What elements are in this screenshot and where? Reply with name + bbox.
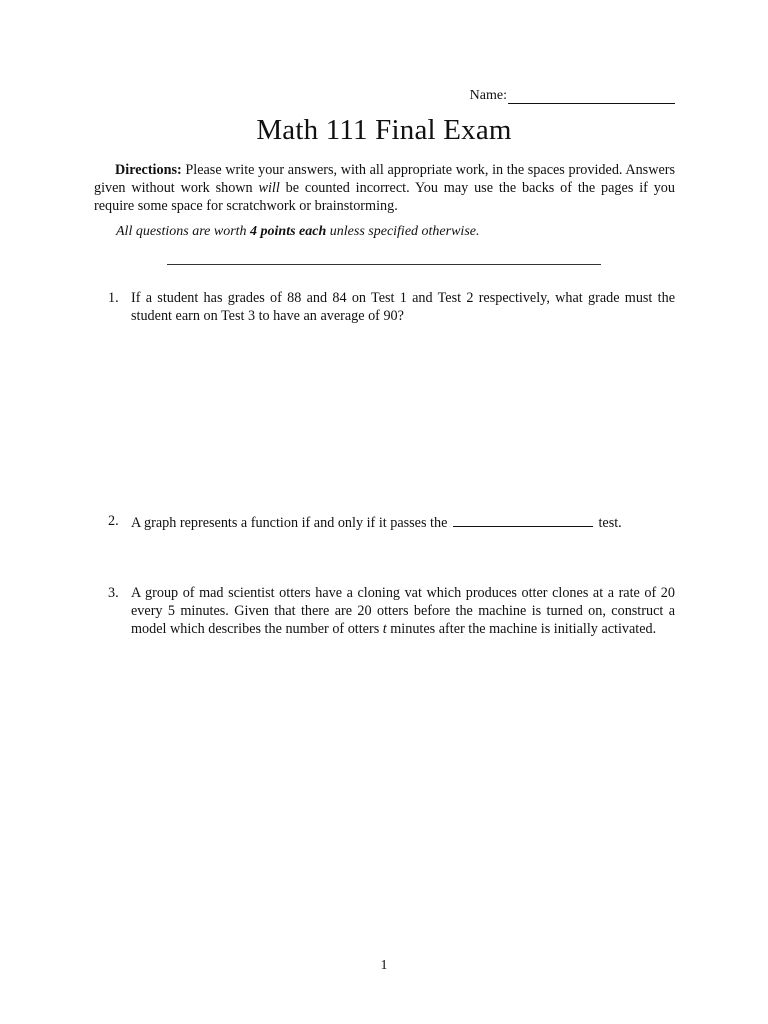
directions-text-1: Please write your answers, with all appropriate work, in the spaces provided. Answers given without work shown [94,162,675,196]
variable-t: t [382,620,387,637]
page-number: 1 [380,958,388,973]
question-text-after: test. [594,515,622,531]
directions-text-2: be counted incorrect. You may use the backs of the pages if you require some space for scratchwork or brainstorming. [94,179,675,214]
points-note-suffix: unless specified otherwise. [326,224,480,239]
points-note-prefix: All questions are worth [116,224,251,239]
directions-paragraph [94,162,675,215]
question-text-after: minutes after the machine is initially activated. [386,620,657,637]
question-text-before: A group of mad scientist otters have a cloning vat which produces otter clones at a rate of 20 every 5 minutes. Given that there are 20 otters before the machine is turned on, construct a model which describes the number of otters [131,585,675,637]
page-title: Math 111 Final Exam [256,114,512,146]
section-divider [167,264,601,265]
name-field [470,88,675,104]
name-label: Name: [469,88,507,103]
question-text-before: A graph represents a function if and only if it passes the [131,515,451,531]
question-text [131,513,675,533]
name-blank-line [508,88,675,104]
question-3 [108,585,675,638]
question-number: 2. [108,513,119,529]
points-note-bold: 4 points each [250,224,327,239]
question-number: 1. [108,290,119,306]
question-1 [108,290,675,326]
answer-blank [453,513,593,527]
directions-label: Directions: [115,162,182,178]
question-text: If a student has grades of 88 and 84 on Test 1 and Test 2 respectively, what grade must the student earn on Test 3 to have an average of 90? [131,290,675,324]
question-number: 3. [108,585,119,601]
question-text [131,585,675,638]
directions-emphasis: will [258,179,280,196]
points-note [116,224,479,240]
question-2 [108,513,675,533]
